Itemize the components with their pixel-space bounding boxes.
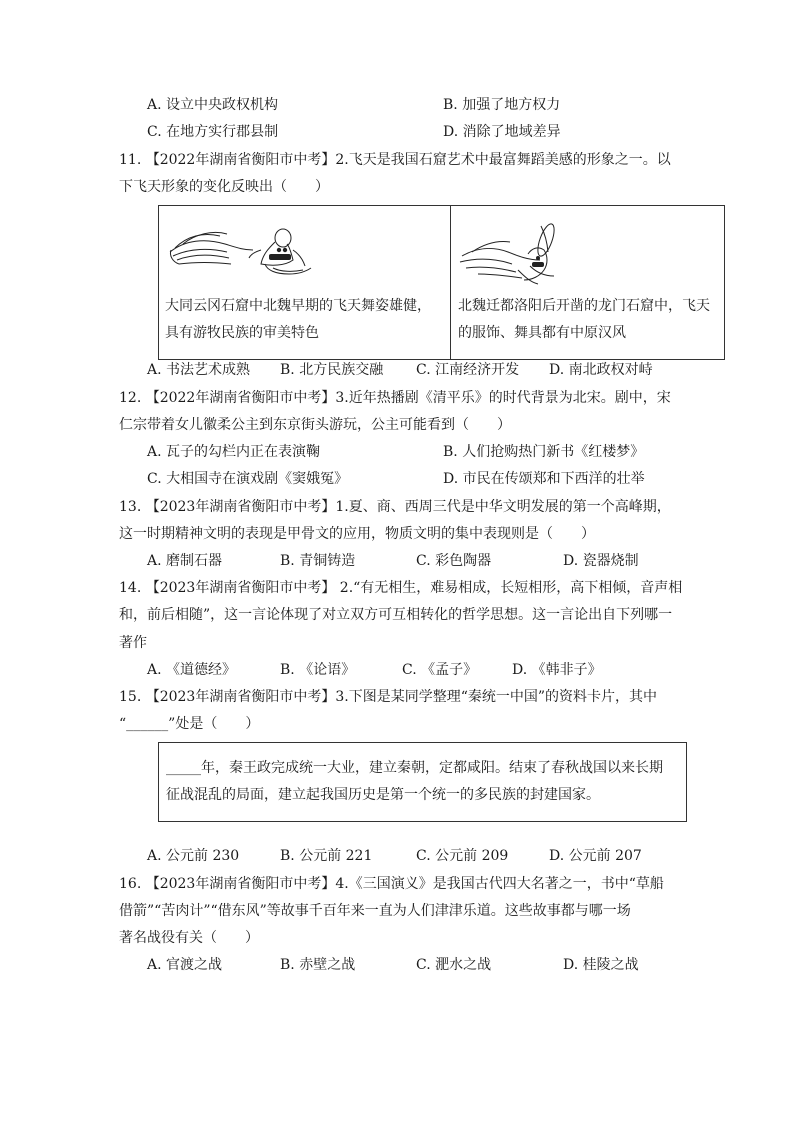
q11-left-caption-line2: 具有游牧民族的审美特色 xyxy=(165,325,319,341)
q11-right-caption-line2: 的服饰、舞具都有中原汉风 xyxy=(458,325,626,341)
q13-stem-line1: 13. 【2023年湖南省衡阳市中考】1.夏、商、西周三代是中华文明发展的第一个高峰期， xyxy=(119,499,671,515)
q15-card-line1: _____年，秦王政完成统一大业，建立秦朝，定都咸阳。结束了春秋战国以来长期 xyxy=(166,760,663,776)
q11-table-divider xyxy=(450,205,451,360)
q14-option-b: B. 《论语》 xyxy=(280,662,356,678)
q11-stem-line2: 下飞天形象的变化反映出（ ） xyxy=(119,179,329,195)
q11-option-d: D. 南北政权对峙 xyxy=(549,362,653,378)
q10-option-c: C. 在地方实行郡县制 xyxy=(147,124,279,140)
q11-option-b: B. 北方民族交融 xyxy=(280,362,384,378)
q11-option-c: C. 江南经济开发 xyxy=(416,362,520,378)
q14-option-c: C. 《孟子》 xyxy=(402,662,478,678)
q14-stem-line2: 和，前后相随”，这一言论体现了对立双方可互相转化的哲学思想。这一言论出自下列哪一 xyxy=(119,607,673,623)
longmen-apsara-illustration xyxy=(458,218,568,288)
q12-stem-line2: 仁宗带着女儿徽柔公主到东京街头游玩，公主可能看到（ ） xyxy=(119,417,511,433)
q15-card-line2: 征战混乱的局面，建立起我国历史是第一个统一的多民族的封建国家。 xyxy=(166,787,600,803)
q11-left-caption-line1: 大同云冈石窟中北魏早期的飞天舞姿雄健， xyxy=(165,298,431,314)
q12-option-a: A. 瓦子的勾栏内正在表演鞠 xyxy=(147,444,321,460)
q13-option-b: B. 青铜铸造 xyxy=(280,553,356,569)
q15-option-b: B. 公元前 221 xyxy=(280,848,373,864)
q11-right-caption-line1: 北魏迁都洛阳后开凿的龙门石窟中，飞天 xyxy=(458,298,710,314)
q16-option-c: C. 淝水之战 xyxy=(416,957,492,973)
q13-option-a: A. 磨制石器 xyxy=(147,553,223,569)
q15-option-d: D. 公元前 207 xyxy=(549,848,642,864)
q16-stem-line1: 16. 【2023年湖南省衡阳市中考】4.《三国演义》是我国古代四大名著之一，书中“草船 xyxy=(119,876,664,892)
q14-option-a: A. 《道德经》 xyxy=(147,662,237,678)
q12-option-b: B. 人们抢购热门新书《红楼梦》 xyxy=(443,444,645,460)
q16-stem-line2: 借箭”“苦肉计”“借东风”等故事千百年来一直为人们津津乐道。这些故事都与哪一场 xyxy=(119,903,631,919)
q10-option-d: D. 消除了地域差异 xyxy=(443,124,561,140)
q15-option-c: C. 公元前 209 xyxy=(416,848,509,864)
q14-stem-line1: 14. 【2023年湖南省衡阳市中考】 2.“有无相生，难易相成，长短相形，高下相倾，音声相 xyxy=(119,580,683,596)
q16-stem-line3: 著名战役有关（ ） xyxy=(119,930,259,946)
q13-option-c: C. 彩色陶器 xyxy=(416,553,492,569)
q11-option-a: A. 书法艺术成熟 xyxy=(147,362,251,378)
yungang-apsara-illustration xyxy=(165,220,320,280)
q16-option-b: B. 赤壁之战 xyxy=(280,957,356,973)
q12-stem-line1: 12. 【2022年湖南省衡阳市中考】3.近年热播剧《清平乐》的时代背景为北宋。剧中，宋 xyxy=(119,390,671,406)
q14-stem-line3: 著作 xyxy=(119,635,147,651)
q12-option-c: C. 大相国寺在演戏剧《窦娥冤》 xyxy=(147,471,349,487)
q16-option-a: A. 官渡之战 xyxy=(147,957,223,973)
q16-option-d: D. 桂陵之战 xyxy=(563,957,639,973)
q12-option-d: D. 市民在传颂郑和下西洋的壮举 xyxy=(443,471,645,487)
q15-stem-line1: 15. 【2023年湖南省衡阳市中考】3.下图是某同学整理“秦统一中国”的资料卡片，其中 xyxy=(119,689,658,705)
q15-stem-line2: “______”处是（ ） xyxy=(119,716,260,732)
q14-option-d: D. 《韩非子》 xyxy=(512,662,602,678)
q11-stem-line1: 11. 【2022年湖南省衡阳市中考】2.飞天是我国石窟艺术中最富舞蹈美感的形象之一。以 xyxy=(119,152,671,168)
q15-option-a: A. 公元前 230 xyxy=(147,848,240,864)
q13-stem-line2: 这一时期精神文明的表现是甲骨文的应用，物质文明的集中表现则是（ ） xyxy=(119,526,595,542)
q10-option-a: A. 设立中央政权机构 xyxy=(147,97,279,113)
q13-option-d: D. 瓷器烧制 xyxy=(563,553,639,569)
q10-option-b: B. 加强了地方权力 xyxy=(443,97,561,113)
